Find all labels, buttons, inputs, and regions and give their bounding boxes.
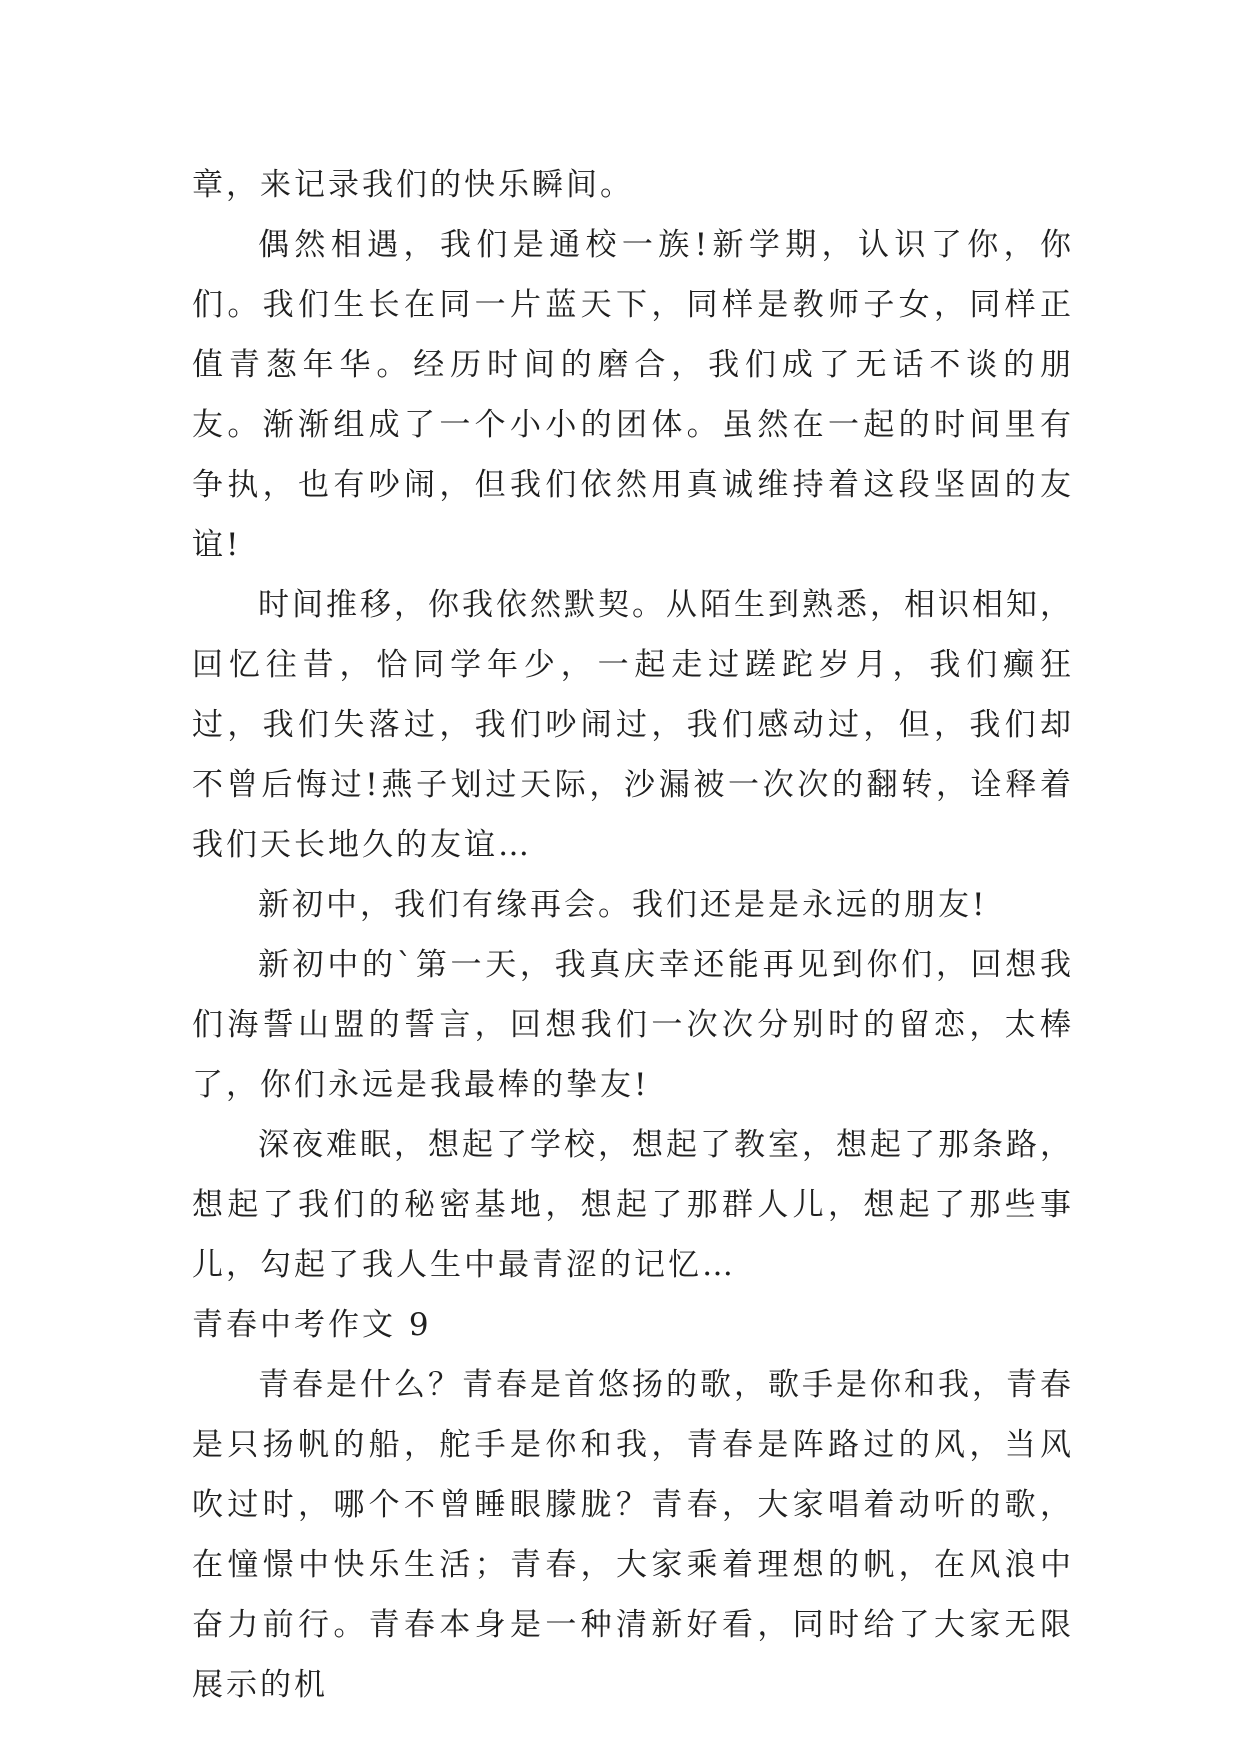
paragraph: 深夜难眠，想起了学校，想起了教室，想起了那条路，想起了我们的秘密基地，想起了那群人儿，想起了那些事儿，勾起了我人生中最青涩的记忆… xyxy=(192,1127,1074,1283)
paragraph: 时间推移，你我依然默契。从陌生到熟悉，相识相知，回忆往昔，恰同学年少，一起走过蹉跎岁月，我们癫狂过，我们失落过，我们吵闹过，我们感动过，但，我们却不曾后悔过!燕子划过天际，沙漏被一次次的翻转，诠释着我们天长地久的友谊… xyxy=(192,587,1074,863)
paragraph: 新初中的`第一天，我真庆幸还能再见到你们，回想我们海誓山盟的誓言，回想我们一次次分别时的留恋，太棒了，你们永远是我最棒的挚友! xyxy=(192,947,1074,1103)
section-heading: 青春中考作文 9 xyxy=(192,1307,432,1343)
paragraph: 偶然相遇，我们是通校一族!新学期，认识了你，你们。我们生长在同一片蓝天下，同样是教师子女，同样正值青葱年华。经历时间的磨合，我们成了无话不谈的朋友。渐渐组成了一个小小的团体。虽然在一起的时间里有争执，也有吵闹，但我们依然用真诚维持着这段坚固的友谊! xyxy=(192,227,1074,563)
paragraph: 青春是什么？青春是首悠扬的歌，歌手是你和我，青春是只扬帆的船，舵手是你和我，青春是阵路过的风，当风吹过时，哪个不曾睡眼朦胧？青春，大家唱着动听的歌，在憧憬中快乐生活；青春，大家乘着理想的帆，在风浪中奋力前行。青春本身是一种清新好看，同时给了大家无限展示的机 xyxy=(192,1367,1074,1703)
document-body xyxy=(192,155,1074,1715)
paragraph: 章，来记录我们的快乐瞬间。 xyxy=(192,167,634,203)
paragraph: 新初中，我们有缘再会。我们还是是永远的朋友! xyxy=(258,887,988,923)
